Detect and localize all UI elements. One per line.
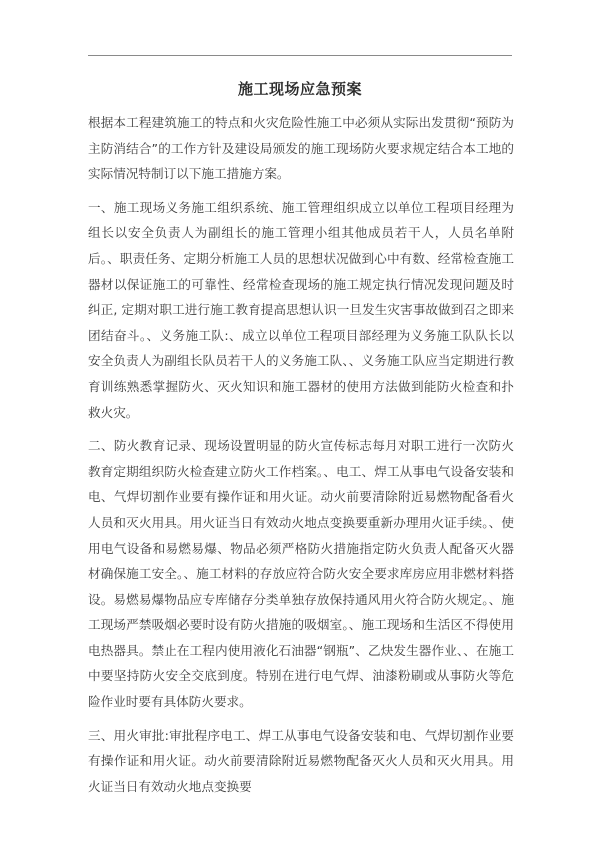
section-1-paragraph: 一、施工现场义务施工组织系统、施工管理组织成立以单位工程项目经理为组长以安全负责人为副组长的施工管理小组其他成员若干人，人员名单附后。、职责任务、定期分析施工人员的思想状况做到心中有数、经常检查施工器材以保证施工的可靠性、经常检查现场的施工规定执行情况发现问题及时纠正, 定期对职工进行施工教育提高思想认识一旦发生灾害事故做到召之即来团结奋斗。、义务施工队:、成立以单位工程项目部经理为义务施工队队长以安全负责人为副组长队员若干人的义务施工队、、义务施工队应当定期进行教育训练熟悉掌握防火、灭火知识和施工器材的使用方法做到能防火检查和扑救火灾。 (88, 199, 514, 420)
intro-paragraph: 根据本工程建筑施工的特点和火灾危险性施工中必须从实际出发贯彻“预防为主防消结合”的工作方针及建设局颁发的施工现场防火要求规定结合本工地的实际情况特制订以下施工措施方案。 (88, 115, 514, 182)
header-divider (88, 55, 512, 56)
section-2-paragraph: 二、防火教育记录、现场设置明显的防火宣传标志每月对职工进行一次防火教育定期组织防火检查建立防火工作档案。、电工、焊工从事电气设备安装和电、气焊切割作业要有操作证和用火证。动火前要清除附近易燃物配备看火人员和灭火用具。用火证当日有效动火地点变换要重新办理用火证手续。、使用电气设备和易燃易爆、物品必须严格防火措施指定防火负责人配备灭火器材确保施工安全。、施工材料的存放应符合防火安全要求库房应用非燃材料搭设。易燃易爆物品应专库储存分类单独存放保持通风用火符合防火规定。、施工现场严禁吸烟必要时设有防火措施的吸烟室。、施工现场和生活区不得使用电热器具。禁止在工程内使用液化石油器“钢瓶”、乙炔发生器作业、、在施工中要坚持防火安全交底到度。特别在进行电气焊、油漆粉刷或从事防火等危险作业时要有具体防火要求。 (88, 438, 514, 710)
document-title: 施工现场应急预案 (237, 80, 362, 98)
document-body (88, 110, 514, 807)
section-3-paragraph: 三、用火审批:审批程序电工、焊工从事电气设备安装和电、气焊切割作业要有操作证和用火证。动火前要清除附近易燃物配备灭火人员和灭火用具。用火证当日有效动火地点变换要 (88, 727, 514, 794)
